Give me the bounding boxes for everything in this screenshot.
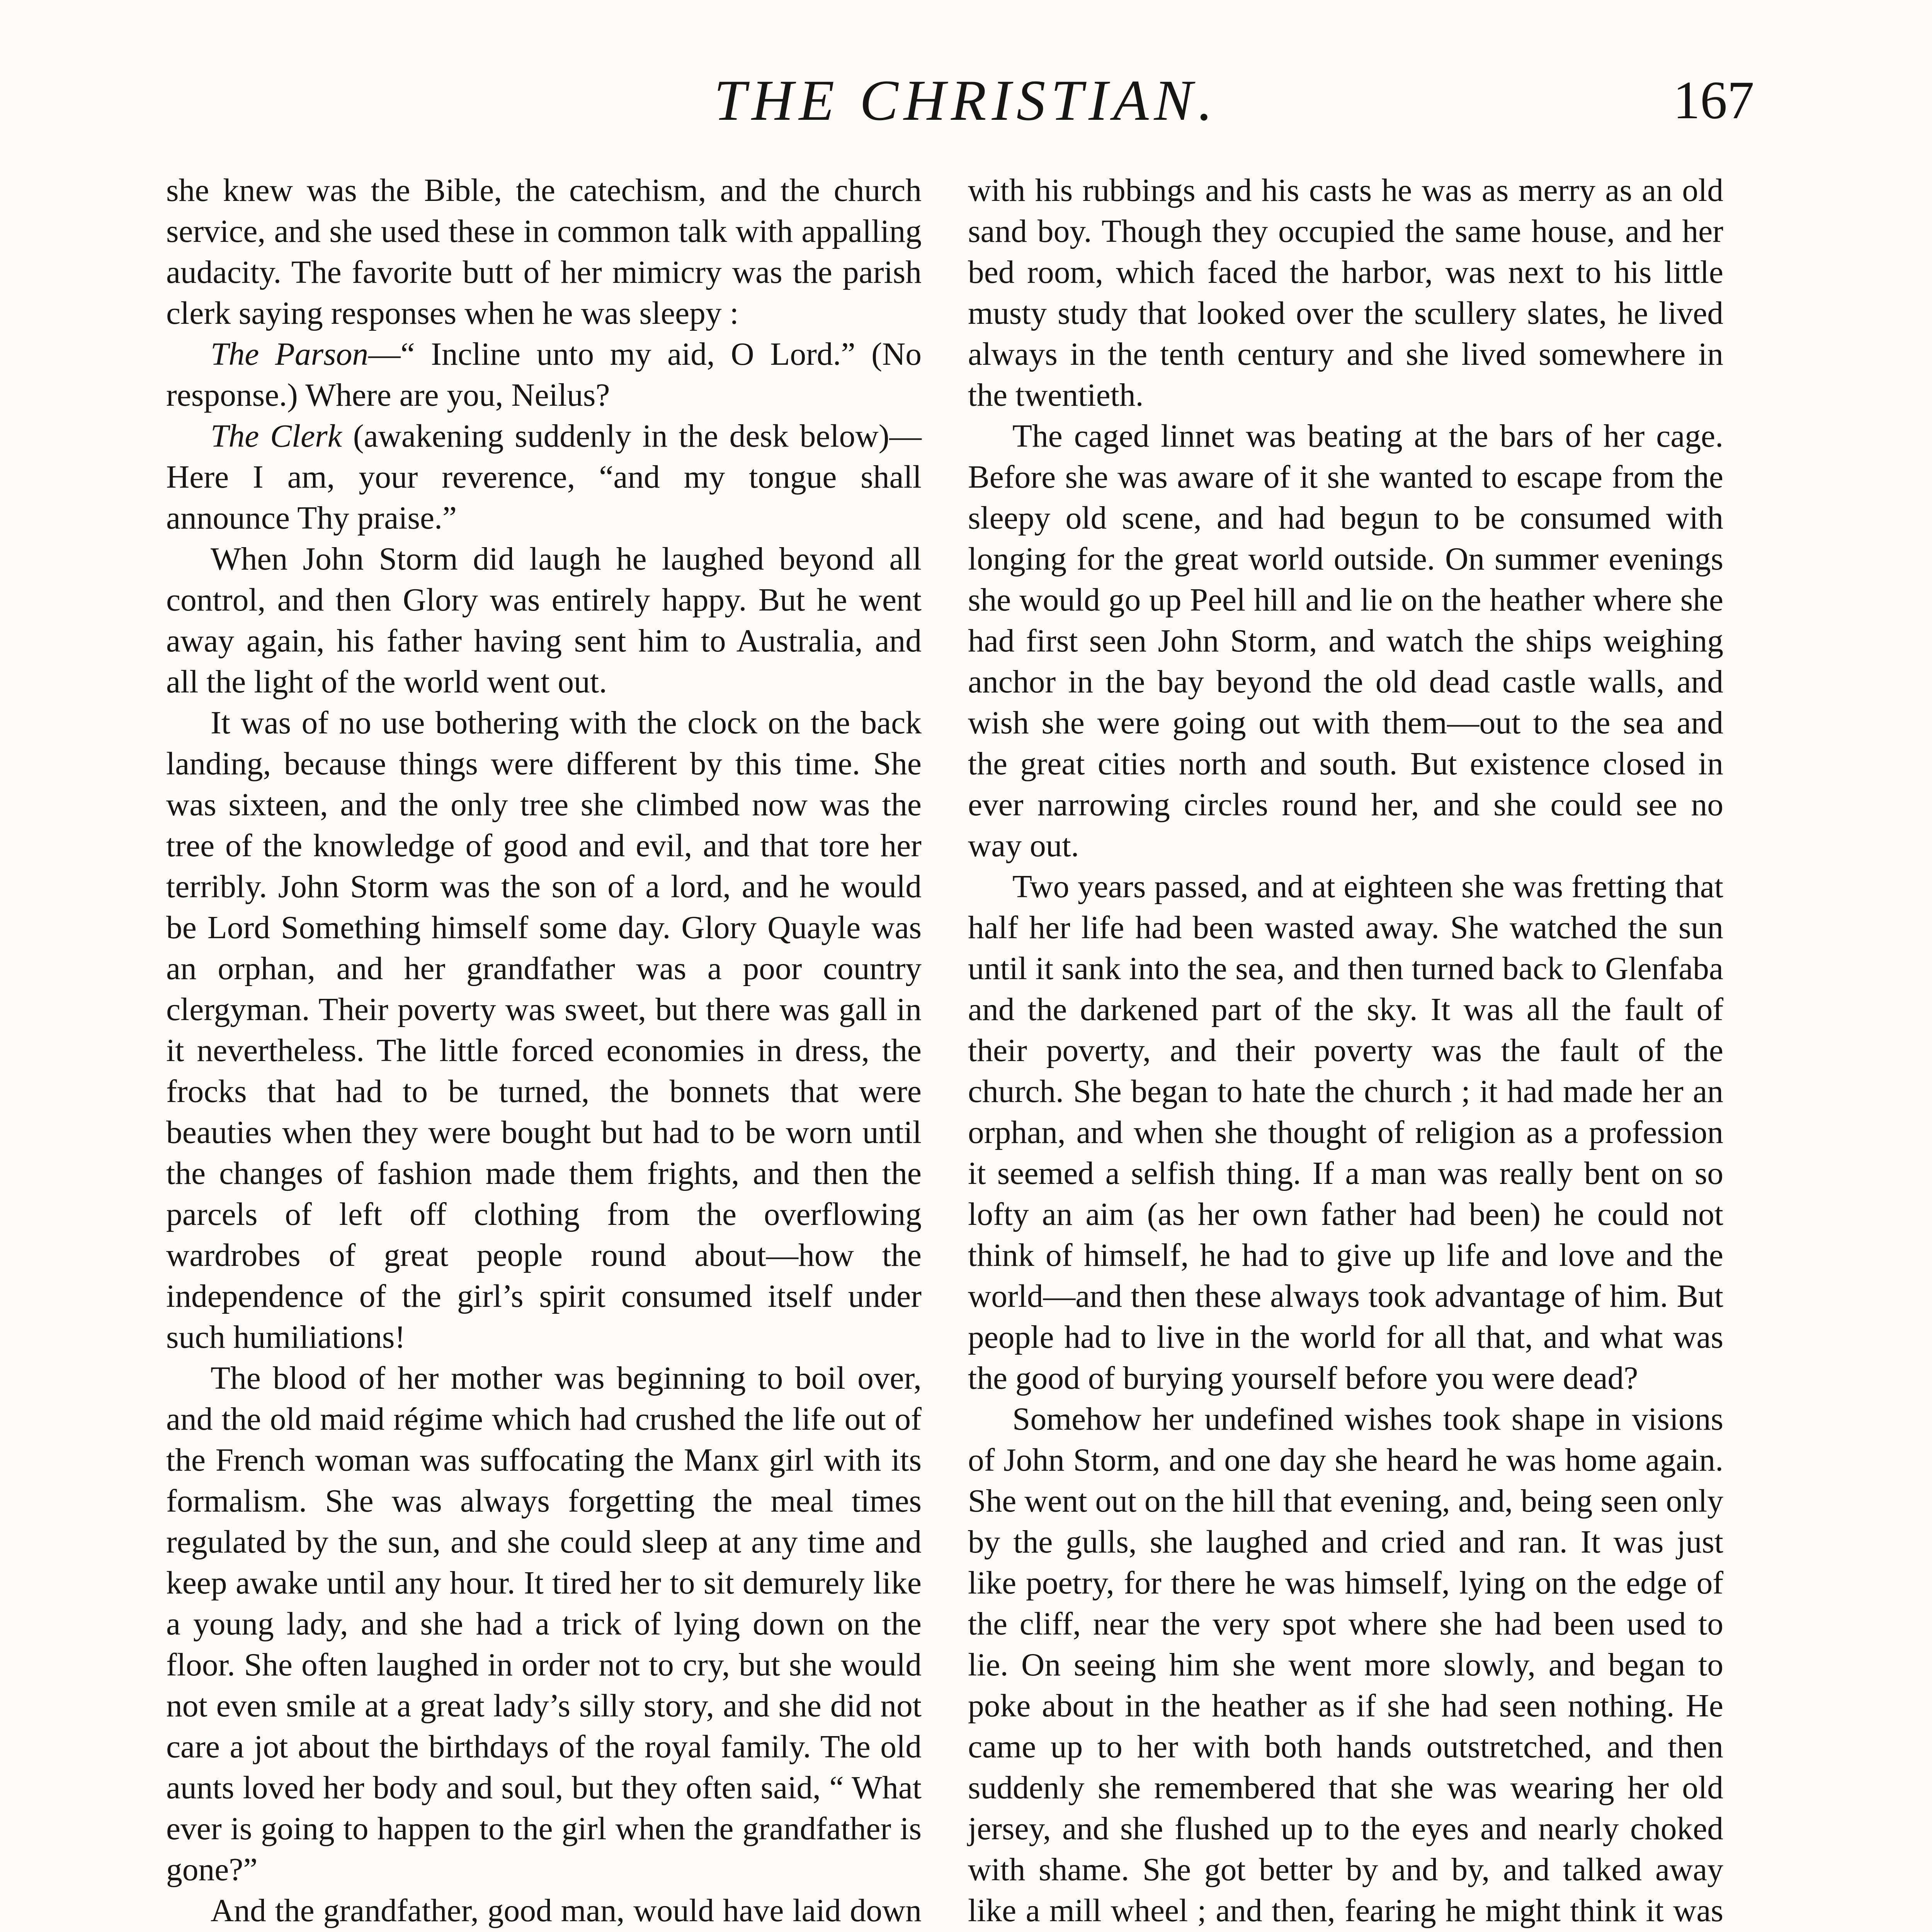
paragraph: The caged linnet was beating at the bars of her cage. Before she was aware of it she wanted to escape from the sleepy old scene, and had begun to be consumed with longing for the great world outside. On summer evenings she would go up Peel hill and lie on the heather where she had first seen John Storm, and watch the ships weighing anchor in the bay beyond the old dead castle walls, and wish she were going out with them—out to the sea and the great cities north and south. But existence closed in ever narrowing circles round her, and she could see no way out. (968, 418, 1723, 864)
paragraph: When John Storm did laugh he laughed beyond all control, and then Glory was entirely happy. But he went away again, his father having sent him to Australia, and all the light of the world went out. (166, 541, 922, 700)
page-number: 167 (1673, 70, 1754, 130)
paragraph: The blood of her mother was beginning to boil over, and the old maid régime which had crushed the life out of the French woman was suffocating the Manx girl with its formalism. She was always forgetting the meal times regulated by the sun, and she could sleep at any time and keep awake until any hour. It tired her to sit demurely like a young lady, and she had a trick of lying down on the floor. She often laughed in order not to cry, but she would not even smile at a great lady’s silly story, and she did not care a jot about the birthdays of the royal family. The old aunts loved her body and soul, but they often said, “ What ever is going to happen to the girl when the grandfather is gone?” (166, 1361, 922, 1888)
running-title: THE CHRISTIAN. (714, 68, 1218, 133)
paragraph: It was of no use bothering with the clock on the back landing, because things were different by this time. She was sixteen, and the only tree she climbed now was the tree of the knowledge of good and evil, and that tore her terribly. John Storm was the son of a lord, and he would be Lord Something himself some day. Glory Quayle was an orphan, and her grandfather was a poor country clergyman. Their poverty was sweet, but there was gall in it nevertheless. The little forced economies in dress, the frocks that had to be turned, the bonnets that were beauties when they were bought but had to be worn until the changes of fashion made them frights, and then the parcels of left off clothing from the overflowing wardrobes of great people round about—how the independence of the girl’s spirit consumed itself under such humiliations! (166, 705, 922, 1355)
paragraph: And the grandfather, good man, would have laid down (211, 1893, 922, 1929)
paragraph: Two years passed, and at eighteen she was fretting that half her life had been wasted away. She watched the sun until it sank into the sea, and then turned back to Glenfaba and the darkened part of the sky. It was all the fault of their poverty, and their poverty was the fault of the church. She began to hate the church ; it had made her an orphan, and when she thought of religion as a profession it seemed a selfish thing. If a man was really bent on so lofty an aim (as her own father had been) he could not think of himself, he had to give up life and love and the world—and then these always took advantage of him. But people had to live in the world for all that, and what was the good of burying yourself before you were dead? (968, 869, 1723, 1396)
dialogue-clerk (166, 416, 922, 539)
right-column (968, 170, 1723, 1932)
left-column (166, 170, 922, 1932)
dialogue-text: —“ Incline unto my aid, O Lord.” (No response.) Where are you, Neilus? (166, 337, 922, 413)
paragraph: with his rubbings and his casts he was as merry as an old sand boy. Though they occupied the same house, and her bed room, which faced the harbor, was next to his little musty study that looked over the scullery slates, he lived always in the tenth century and she lived somewhere in the twentieth. (968, 173, 1723, 413)
dialogue-text: (awakening suddenly in the desk below)—Here I am, your reverence, “and my tongue shall announce Thy praise.” (166, 418, 922, 536)
page-header (0, 62, 1932, 147)
dialogue-parson (166, 334, 922, 416)
paragraph: she knew was the Bible, the catechism, and the church service, and she used these in common talk with appalling audacity. The favorite butt of her mimicry was the parish clerk saying responses when he was sleepy : (166, 173, 922, 331)
speaker-name: The Clerk (211, 418, 342, 454)
paragraph: Somehow her undefined wishes took shape in visions of John Storm, and one day she heard he was home again. She went out on the hill that evening, and, being seen only by the gulls, she laughed and cried and ran. It was just like poetry, for there he was himself, lying on the edge of the cliff, near the very spot where she had been used to lie. On seeing him she went more slowly, and began to poke about in the heather as if she had seen nothing. He came up to her with both hands outstretched, and then suddenly she remembered that she was wearing her old jersey, and she flushed up to the eyes and nearly choked with shame. She got better by and by, and talked away like a mill wheel ; and then, fearing he might think it was (968, 1401, 1723, 1929)
speaker-name: The Parson (211, 337, 369, 372)
